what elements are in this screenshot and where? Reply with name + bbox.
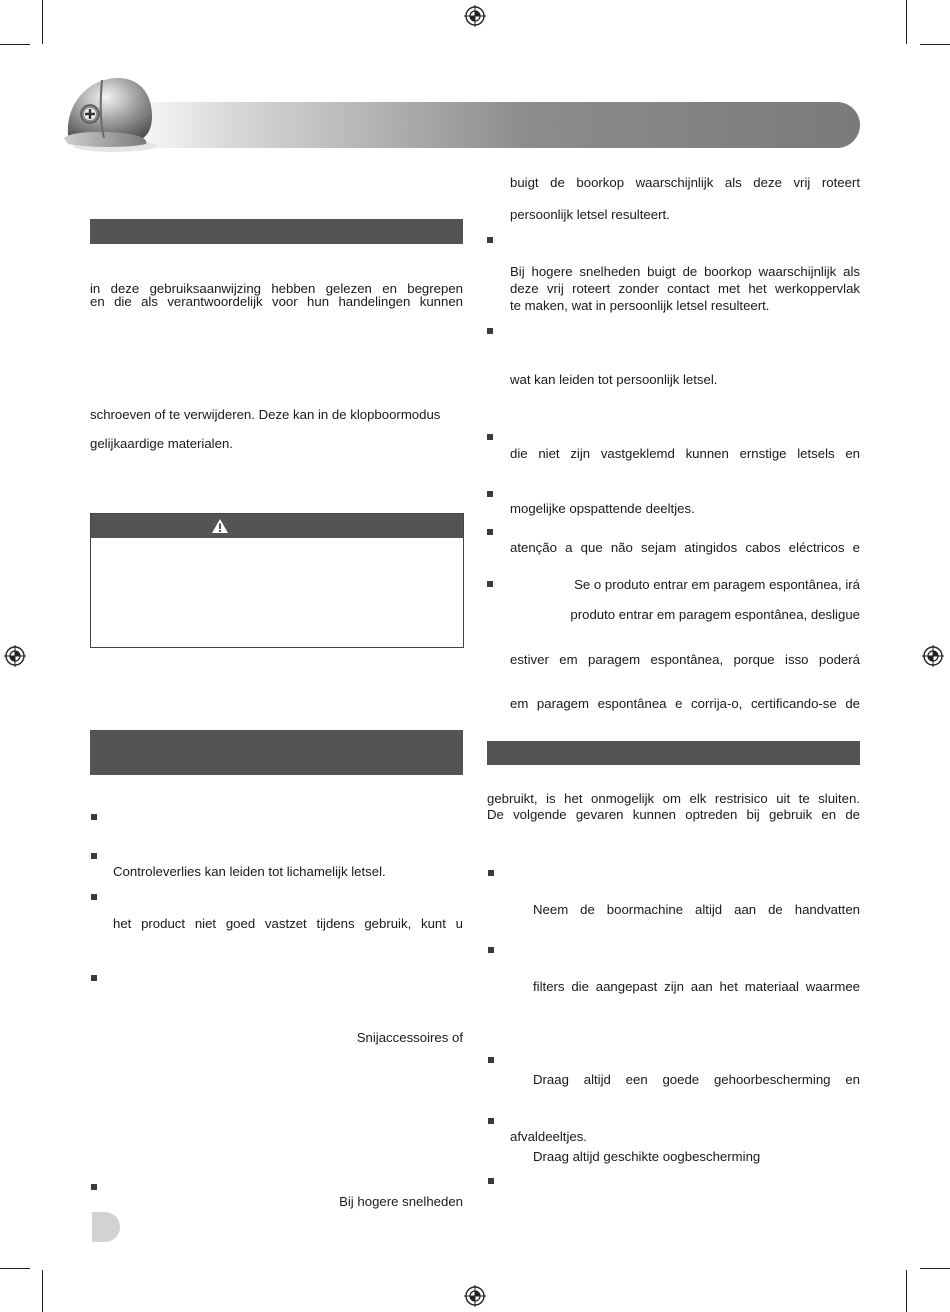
bullet-icon	[91, 853, 97, 859]
bullet-icon	[487, 529, 493, 535]
bullet-icon	[488, 1118, 494, 1124]
warning-header	[91, 514, 463, 538]
bullet-icon	[91, 814, 97, 820]
registration-mark-icon	[922, 645, 944, 667]
bullet-icon	[487, 491, 493, 497]
body-text: het product niet goed vastzet tijdens gebruik, kunt u	[113, 916, 463, 931]
body-text: De volgende gevaren kunnen optreden bij gebruik en de	[487, 807, 860, 822]
body-text: Draag altijd een goede gehoorbescherming en	[533, 1072, 860, 1087]
body-text: mogelijke opspattende deeltjes.	[510, 501, 695, 516]
section-heading-bar	[487, 741, 860, 765]
body-text: Bij hogere snelheden	[339, 1194, 463, 1209]
page-number-tab	[92, 1212, 120, 1242]
body-text: Controleverlies kan leiden tot lichamelijk letsel.	[113, 864, 386, 879]
body-text: em paragem espontânea e corrija-o, certificando-se de	[510, 696, 860, 711]
crop-mark	[42, 0, 43, 44]
bullet-icon	[91, 894, 97, 900]
body-text: en die als verantwoordelijk voor hun handelingen kunnen	[90, 294, 463, 309]
body-text: gebruikt, is het onmogelijk om elk restrisico uit te sluiten.	[487, 791, 860, 806]
bullet-icon	[487, 581, 493, 587]
bullet-icon	[487, 434, 493, 440]
section-heading-bar	[90, 219, 463, 244]
crop-mark	[0, 1268, 30, 1269]
bullet-icon	[91, 975, 97, 981]
body-text: buigt de boorkop waarschijnlijk als deze vrij roteert	[510, 175, 860, 190]
body-text: Neem de boormachine altijd aan de handvatten	[533, 902, 860, 917]
crop-mark	[906, 1270, 907, 1312]
bullet-icon	[488, 1178, 494, 1184]
body-text: produto entrar em paragem espontânea, desligue	[570, 607, 860, 622]
crop-mark	[920, 44, 950, 45]
section-heading-bar	[90, 730, 463, 775]
body-text: filters die aangepast zijn aan het materiaal waarmee	[533, 979, 860, 994]
body-text: Snijaccessoires of	[356, 1030, 463, 1045]
registration-mark-icon	[4, 645, 26, 667]
body-text: persoonlijk letsel resulteert.	[510, 207, 670, 222]
body-text: Bij hogere snelheden buigt de boorkop waarschijnlijk als	[510, 264, 860, 279]
registration-mark-icon	[464, 1285, 486, 1307]
crop-mark	[0, 44, 30, 45]
bullet-icon	[487, 328, 493, 334]
bullet-icon	[91, 1184, 97, 1190]
body-text: estiver em paragem espontânea, porque isso poderá	[510, 652, 860, 667]
bullet-icon	[488, 870, 494, 876]
body-text: Draag altijd geschikte oogbescherming	[533, 1149, 761, 1164]
body-text: die niet zijn vastgeklemd kunnen ernstige letsels en	[510, 446, 860, 461]
body-text: gelijkaardige materialen.	[90, 436, 233, 451]
crop-mark	[920, 1268, 950, 1269]
body-text: te maken, wat in persoonlijk letsel resulteert.	[510, 298, 770, 313]
crop-mark	[42, 1270, 43, 1312]
body-text: schroeven of te verwijderen. Deze kan in de klopboormodus	[90, 407, 441, 422]
bullet-icon	[488, 947, 494, 953]
registration-mark-icon	[464, 5, 486, 27]
body-text: wat kan leiden tot persoonlijk letsel.	[510, 372, 718, 387]
safety-helmet-icon	[60, 72, 160, 154]
body-text: Se o produto entrar em paragem espontânea, irá	[574, 577, 860, 592]
bullet-icon	[487, 237, 493, 243]
bullet-icon	[488, 1057, 494, 1063]
body-text: in deze gebruiksaanwijzing hebben gelezen en begrepen	[90, 281, 463, 296]
crop-mark	[906, 0, 907, 44]
body-text: deze vrij roteert zonder contact met het werkoppervlak	[510, 281, 860, 296]
body-text: atenção a que não sejam atingidos cabos eléctricos e	[510, 540, 860, 555]
header-banner	[120, 102, 860, 148]
body-text: afvaldeeltjes.	[510, 1129, 587, 1144]
warning-triangle-icon	[211, 518, 229, 534]
